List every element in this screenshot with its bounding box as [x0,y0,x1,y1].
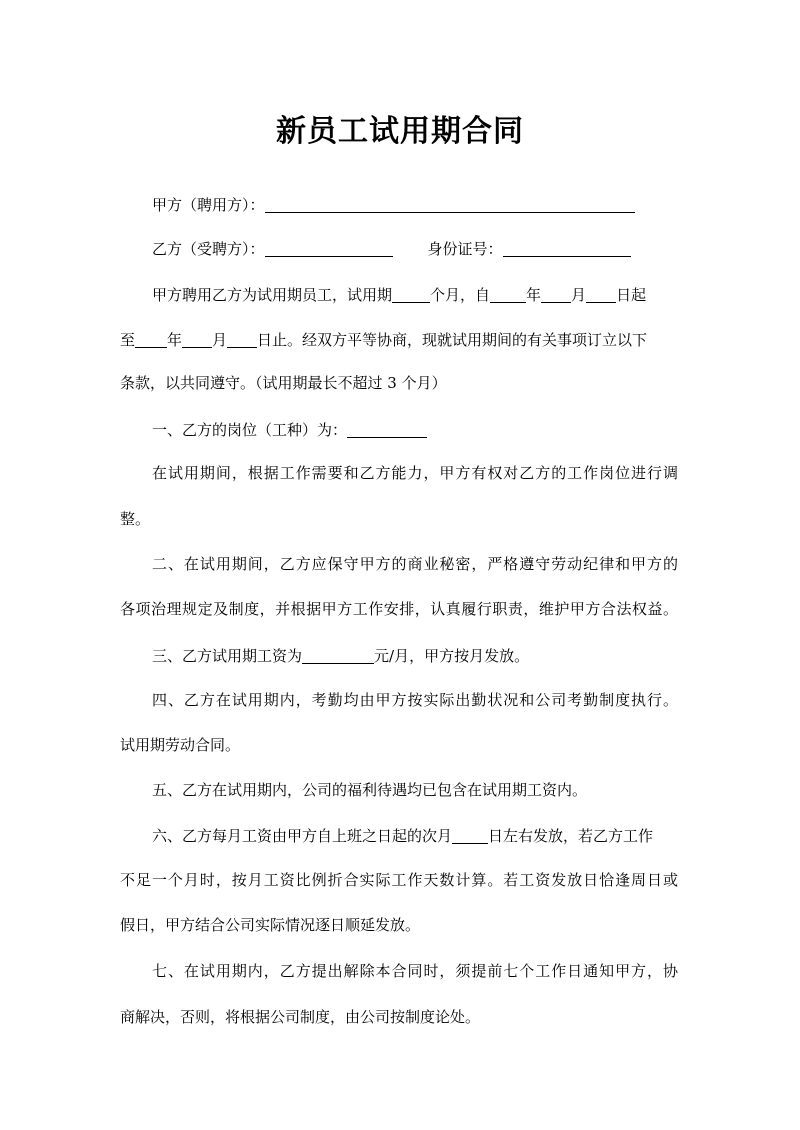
party-b-line [152,241,712,257]
preamble-text: 日起 [616,286,647,304]
preamble-text: 月 [212,331,228,349]
salary-blank[interactable] [302,648,374,664]
clause-6-line-2: 不足一个月时，按月工资比例折合实际工作天数计算。若工资发放日恰逢周日或 [120,871,678,889]
party-a-label: 甲方（聘用方）： [152,196,265,214]
preamble-text: 日止。经双方平等协商，现就试用期间的有关事项订立以下 [257,331,648,349]
clause-1-line-2: 整。 [120,510,151,528]
clause-2-line-2: 各项治理规定及制度，并根据甲方工作安排，认真履行职责，维护甲方合法权益。 [120,600,678,618]
preamble-line-3: 条款，以共同遵守。（试用期最长不超过 3 个月） [120,374,447,392]
party-b-blank[interactable] [265,241,393,257]
clause-7-line-2: 商解决，否则，将根据公司制度，由公司按制度论处。 [120,1008,481,1026]
clause-7-line-1: 七、在试用期内，乙方提出解除本合同时，须提前七个工作日通知甲方，协 [152,962,678,980]
start-day-blank[interactable] [586,287,616,303]
clause-4-line-2: 试用期劳动合同。 [120,736,241,754]
position-blank[interactable] [347,422,427,438]
party-b-label: 乙方（受聘方）： [152,240,265,258]
id-number-label: 身份证号： [427,240,503,258]
document-title: 新员工试用期合同 [276,114,524,149]
clause-6-text: 六、乙方每月工资由甲方自上班之日起的次月 [152,827,453,845]
probation-months-blank[interactable] [392,287,430,303]
clause-4-line-1: 四、乙方在试用期内，考勤均由甲方按实际出勤状况和公司考勤制度执行。 [152,691,678,709]
clause-5-line-1: 五、乙方在试用期内，公司的福利待遇均已包含在试用期工资内。 [152,781,588,799]
start-year-blank[interactable] [490,287,526,303]
clause-3-text: 三、乙方试用期工资为 [152,647,303,665]
preamble-line-1 [152,287,712,303]
clause-6-line-1 [152,828,712,844]
preamble-text: 月 [571,286,587,304]
clause-1-heading [152,422,712,438]
clause-1-line-1: 在试用期间，根据工作需要和乙方能力，甲方有权对乙方的工作岗位进行调 [152,464,678,482]
clause-3-text: 元/月，甲方按月发放。 [374,647,530,665]
party-a-line [152,197,712,213]
id-number-blank[interactable] [503,241,631,257]
preamble-text: 个月，自 [430,286,491,304]
preamble-text: 年 [526,286,542,304]
preamble-text: 甲方聘用乙方为试用期员工，试用期 [152,286,393,304]
pay-day-blank[interactable] [452,828,488,844]
clause-1-heading-text: 一、乙方的岗位（工种）为： [152,421,348,439]
start-month-blank[interactable] [541,287,571,303]
end-month-blank[interactable] [182,332,212,348]
clause-3-line [152,648,712,664]
party-a-blank[interactable] [265,197,635,213]
preamble-text: 至 [120,331,136,349]
end-day-blank[interactable] [227,332,257,348]
preamble-line-2 [120,332,680,348]
clause-6-line-3: 假日，甲方结合公司实际情况逐日顺延发放。 [120,916,421,934]
clause-2-line-1: 二、在试用期间，乙方应保守甲方的商业秘密，严格遵守劳动纪律和甲方的 [152,555,678,573]
end-year-blank[interactable] [135,332,167,348]
clause-6-text: 日左右发放，若乙方工作 [488,827,654,845]
preamble-text: 年 [167,331,183,349]
